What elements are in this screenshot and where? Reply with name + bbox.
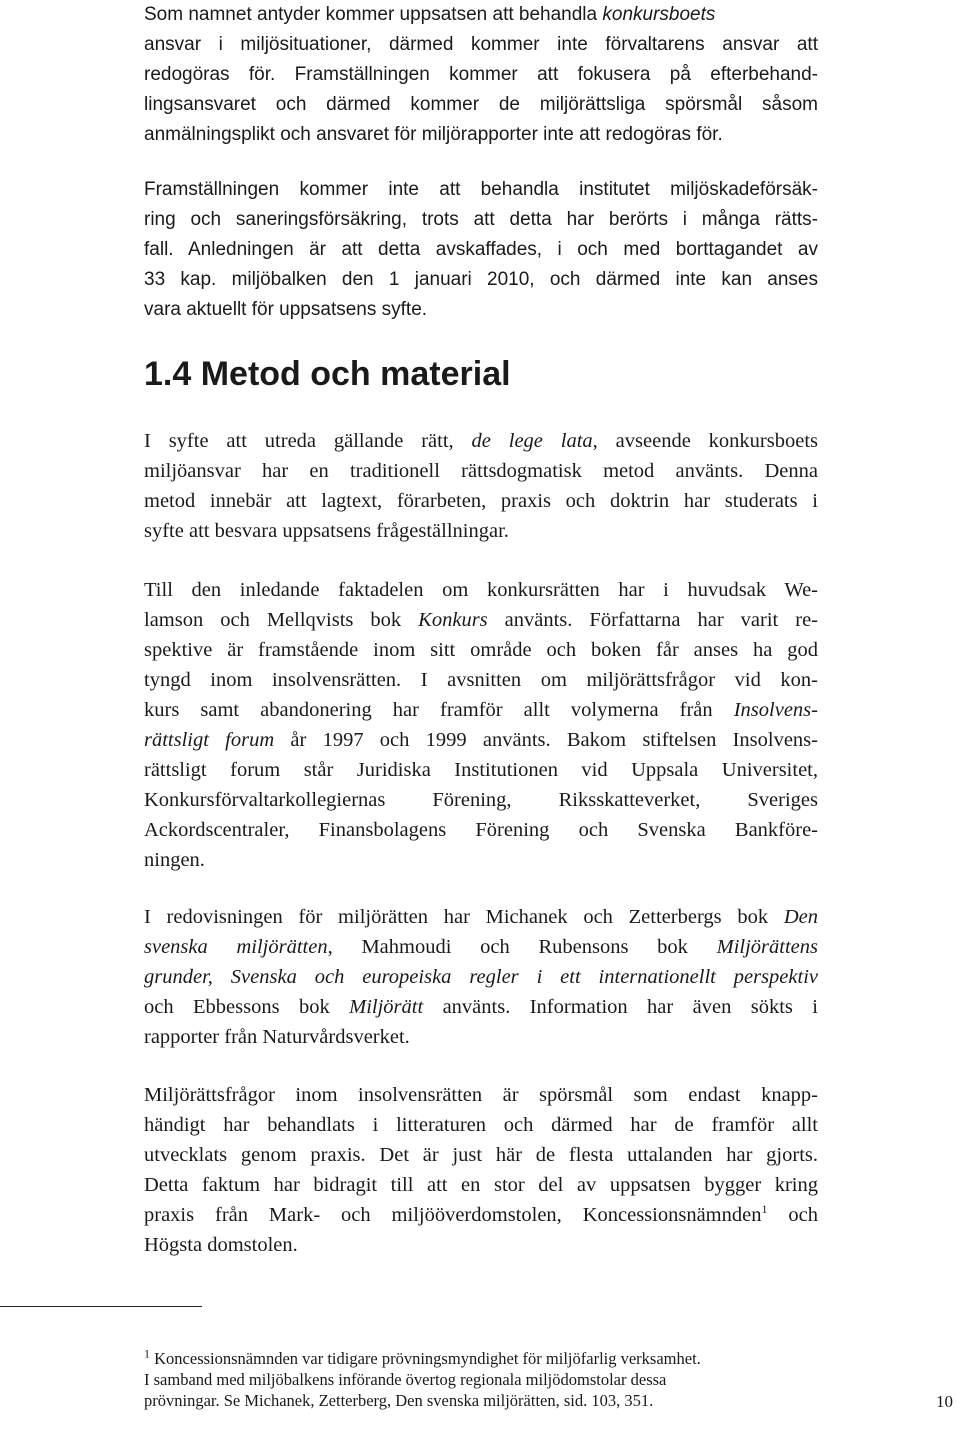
paragraph-sources-bankruptcy [144, 575, 818, 875]
text-line: I syfte att utreda gällande rätt, de lege lata, avseende konkursboets [144, 430, 818, 452]
section-heading: 1.4 Metod och material [144, 355, 511, 393]
text-line: ningen. [144, 849, 205, 871]
text-line: praxis från Mark- och miljööverdomstolen, Koncessionsnämnden$^1$ och [144, 1202, 818, 1226]
text-line: rapporter från Naturvårdsverket. [144, 1026, 410, 1048]
text-line: vara aktuellt för uppsatsens syfte. [144, 299, 428, 320]
italic-title: Konkurs [418, 609, 488, 631]
text-line: svenska miljörätten, Mahmoudi och Rubensons bok Miljörättens [144, 936, 818, 958]
text-line: redogöras för. Framställningen kommer att fokusera på efterbehand- [144, 64, 818, 85]
text-line: rättsligt forum står Juridiska Institutionen vid Uppsala Universitet, [144, 759, 818, 781]
footnote [144, 1348, 834, 1411]
text-line: 33 kap. miljöbalken den 1 januari 2010, och därmed inte kan anses [144, 269, 818, 290]
text-line: tyngd inom insolvensrätten. I avsnitten om miljörättsfrågor vid kon- [144, 669, 818, 691]
footnote-number: 1 [144, 1346, 150, 1361]
paragraph-scope [144, 0, 818, 150]
footnote-divider [0, 1306, 202, 1307]
footnote-line: I samband med miljöbalkens införande övertog regionala miljödomstolar dessa [144, 1370, 667, 1389]
paragraph-case-law [144, 1080, 818, 1260]
text-line: Miljörättsfrågor inom insolvensrätten är spörsmål som endast knapp- [144, 1084, 818, 1106]
text-line: händigt har behandlats i litteraturen och därmed har de framför allt [144, 1114, 818, 1136]
text-line: Högsta domstolen. [144, 1234, 298, 1256]
italic-title: Insolvens- [733, 699, 818, 721]
text-line: utvecklats genom praxis. Det är just här de flesta uttalanden har gjorts. [144, 1144, 818, 1166]
text-line: kurs samt abandonering har framför allt volymerna från Insolvens- [144, 699, 818, 721]
text-line: Detta faktum har bidragit till att en stor del av uppsatsen bygger kring [144, 1174, 818, 1196]
text-line: ring och saneringsförsäkring, trots att detta har berörts i många rätts- [144, 209, 818, 230]
text-line: lamson och Mellqvists bok Konkurs använts. Författarna har varit re- [144, 609, 819, 631]
text-line: Framställningen kommer inte att behandla institutet miljöskadeförsäk- [144, 179, 818, 200]
text-line: metod innebär att lagtext, förarbeten, praxis och doktrin har studerats i [144, 490, 818, 512]
text-line [144, 962, 818, 992]
text-line: och Ebbessons bok Miljörätt använts. Information har även sökts i [144, 996, 818, 1018]
paragraph-method [144, 426, 818, 546]
page-number: 10 [936, 1392, 953, 1411]
text-line: Ackordscentraler, Finansbolagens Förening och Svenska Bankföre- [144, 819, 818, 841]
paragraph-exclusions [144, 175, 818, 325]
text-line: rättsligt forum år 1997 och 1999 använts. Bakom stiftelsen Insolvens- [144, 729, 818, 751]
italic-term: konkursboets [602, 4, 716, 25]
text-line: Som namnet antyder kommer uppsatsen att behandla konkursboets [144, 4, 716, 25]
paragraph-sources-environment [144, 902, 818, 1052]
text-line: spektive är framstående inom sitt område och boken får anses ha god [144, 639, 818, 661]
text-line: Till den inledande faktadelen om konkursrätten har i huvudsak We- [144, 579, 818, 601]
text-line: I redovisningen för miljörätten har Michanek och Zetterbergs bok Den [144, 906, 818, 928]
footnote-line: $^1$ Koncessionsnämnden var tidigare prövningsmyndighet för miljöfarlig verksamhet. [144, 1346, 701, 1368]
italic-title: Miljörättens [716, 936, 818, 958]
text-line: Konkursförvaltarkollegiernas Förening, Riksskatteverket, Sveriges [144, 789, 818, 811]
text-line: ansvar i miljösituationer, därmed kommer inte förvaltarens ansvar att [144, 34, 818, 55]
italic-title: svenska miljörätten [144, 936, 328, 958]
text-line: lingsansvaret och därmed kommer de miljörättsliga spörsmål såsom [144, 94, 818, 115]
text-line: syfte att besvara uppsatsens frågeställningar. [144, 520, 509, 542]
italic-term: de lege lata [471, 430, 593, 452]
italic-title: rättsligt forum [144, 729, 275, 751]
text-line: fall. Anledningen är att detta avskaffades, i och med borttagandet av [144, 239, 818, 260]
text-line: anmälningsplikt och ansvaret för miljörapporter inte att redogöras för. [144, 124, 723, 145]
italic-title: Den [783, 906, 818, 928]
text-line: miljöansvar har en traditionell rättsdogmatisk metod använts. Denna [144, 460, 818, 482]
footnote-line: prövningar. Se Michanek, Zetterberg, Den svenska miljörätten, sid. 103, 351. [144, 1391, 654, 1410]
italic-title: grunder, Svenska och europeiska regler i ett internationellt perspektiv [144, 966, 818, 988]
italic-title: Miljörätt [349, 996, 424, 1018]
footnote-reference[interactable]: 1 [761, 1202, 768, 1217]
